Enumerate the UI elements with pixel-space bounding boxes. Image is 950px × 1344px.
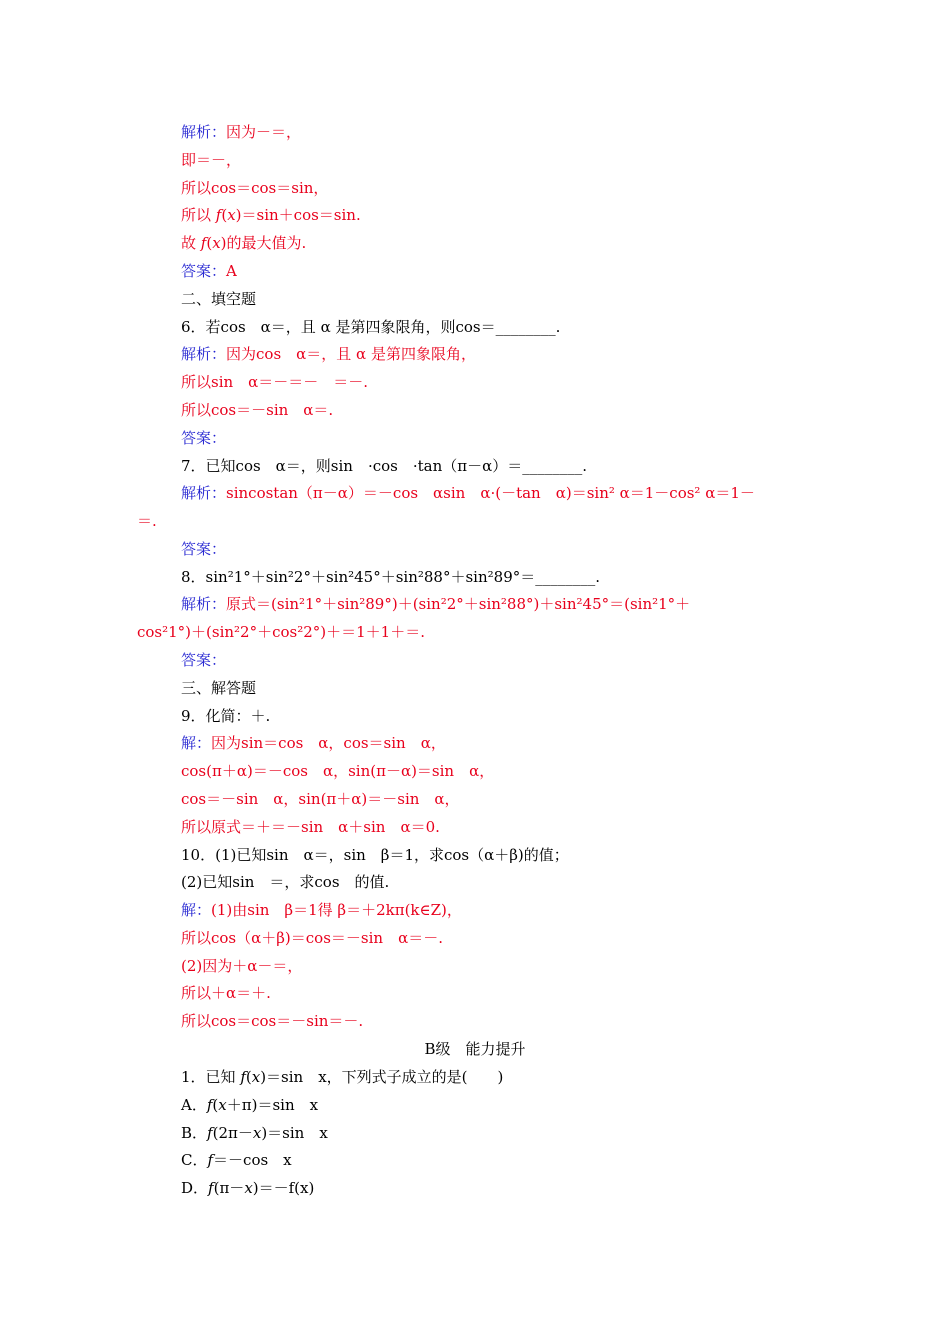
option-c: C．f＝－cos x: [181, 1151, 292, 1169]
solution-line: cos＝－sin α，sin(π＋α)＝－sin α，: [181, 790, 460, 808]
solution-line: 所以cos＝cos＝－sin＝－.: [181, 1012, 364, 1030]
analysis-line: 解析：因为－＝，: [181, 123, 302, 141]
question-10: 10．(1)已知sin α＝，sin β＝1，求cos（α＋β)的值；: [181, 846, 569, 864]
mc-question-1: 1．已知 f(x)＝sin x，下列式子成立的是( ): [181, 1068, 504, 1086]
question-10-part-2: (2)已知sin ＝，求cos 的值.: [181, 873, 390, 891]
answer-line: 答案：: [181, 429, 227, 447]
analysis-line: 所以cos＝－sin α＝.: [181, 401, 334, 419]
section-heading: 二、填空题: [181, 290, 257, 308]
level-heading: B级 能力提升: [424, 1040, 526, 1058]
solution-line: 所以原式＝＋＝－sin α＋sin α＝0.: [181, 818, 440, 836]
solution-line: 所以cos（α＋β)＝cos＝－sin α＝－.: [181, 929, 443, 947]
analysis-line: 即＝－，: [181, 151, 242, 169]
analysis-line: ＝.: [137, 512, 157, 530]
analysis-line: 解析：sincostan（π－α）＝－cos αsin α·(－tan α)＝sin² α＝1－cos² α＝1－: [181, 484, 755, 502]
analysis-line: 所以sin α＝－＝－ ＝－.: [181, 373, 369, 391]
answer-line: 答案：: [181, 540, 227, 558]
question-6: 6．若cos α＝，且 α 是第四象限角，则cos＝________.: [181, 318, 561, 336]
solution-line: cos(π＋α)＝－cos α，sin(π－α)＝sin α，: [181, 762, 495, 780]
solution-line: 解：(1)由sin β＝1得 β＝＋2kπ(k∈Z)，: [181, 901, 462, 919]
analysis-line: 解析：原式＝(sin²1°＋sin²89°)＋(sin²2°＋sin²88°)＋sin²45°＝(sin²1°＋: [181, 595, 691, 613]
question-7: 7．已知cos α＝，则sin ·cos ·tan（π－α）＝________.: [181, 457, 588, 475]
analysis-line: 所以 f(x)＝sin＋cos＝sin.: [181, 206, 361, 224]
solution-line: 解：因为sin＝cos α，cos＝sin α，: [181, 734, 446, 752]
analysis-line: cos²1°)＋(sin²2°＋cos²2°)＋＝1＋1＋＝.: [137, 623, 425, 641]
solution-line: (2)因为＋α－＝，: [181, 957, 303, 975]
analysis-line: 解析：因为cos α＝，且 α 是第四象限角，: [181, 345, 476, 363]
option-b: B．f(2π－x)＝sin x: [181, 1124, 328, 1142]
section-heading: 三、解答题: [181, 679, 257, 697]
question-8: 8．sin²1°＋sin²2°＋sin²45°＋sin²88°＋sin²89°＝________.: [181, 568, 601, 586]
solution-line: 所以＋α＝＋.: [181, 984, 271, 1002]
option-d: D．f(π－x)＝－f(x): [181, 1179, 315, 1197]
answer-line: 答案：A: [181, 262, 237, 280]
question-9: 9．化简：＋.: [181, 707, 271, 725]
answer-line: 答案：: [181, 651, 227, 669]
analysis-line: 所以cos＝cos＝sin，: [181, 179, 329, 197]
option-a: A．f(x＋π)＝sin x: [181, 1096, 319, 1114]
analysis-line: 故 f(x)的最大值为.: [181, 234, 307, 252]
